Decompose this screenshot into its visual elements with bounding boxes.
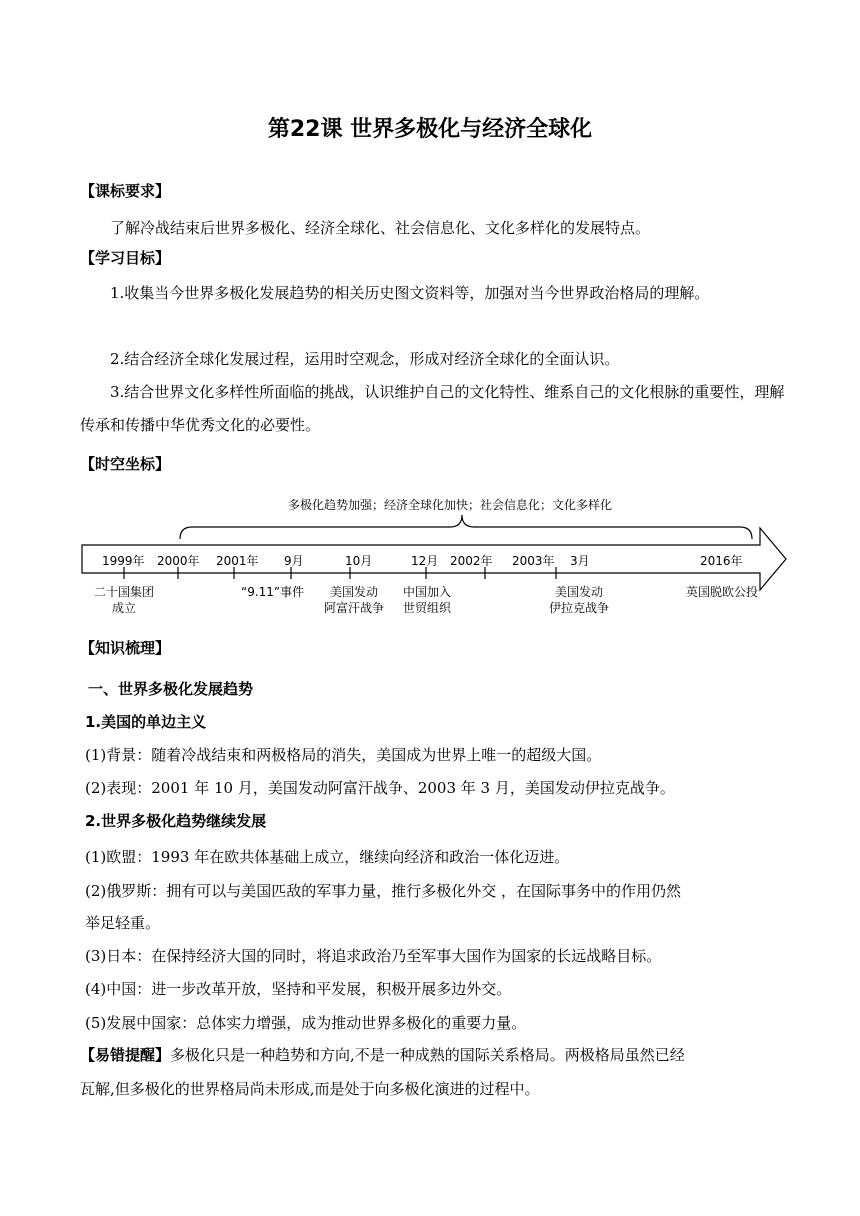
event-afghanistan-line1: 美国发动: [329, 585, 378, 599]
heading-unilateral: 1.美国的单边主义: [85, 713, 207, 731]
event-g20-line1: 二十国集团: [93, 585, 154, 599]
tip-line-1: [80, 1044, 685, 1065]
para-japan: (3)日本：在保持经济大国的同时，将追求政治乃至军事大国作为国家的长远战略目标。: [85, 947, 662, 965]
kebiao-text: 了解冷战结束后世界多极化、经济全球化、社会信息化、文化多样化的发展特点。: [110, 219, 651, 237]
tick-1999: 1999年: [102, 554, 145, 568]
para-developing: (5)发展中国家：总体实力增强，成为推动世界多极化的重要力量。: [85, 1014, 527, 1032]
tick-2000: 2000年: [157, 554, 200, 568]
heading-trend: 2.世界多极化趋势继续发展: [85, 812, 267, 830]
event-g20: [84, 584, 164, 616]
para-background: (1)背景：随着冷战结束和两极格局的消失，美国成为世界上唯一的超级大国。: [85, 746, 602, 764]
section-heading-shikong: 【时空坐标】: [80, 455, 171, 473]
para-performance: (2)表现：2001 年 10 月，美国发动阿富汗战争、2003 年 3 月，美国发动伊拉克战争。: [85, 779, 675, 797]
event-wto-line1: 中国加入: [402, 585, 451, 599]
goal-2: 2.结合经济全球化发展过程，运用时空观念，形成对经济全球化的全面认识。: [110, 350, 620, 368]
event-iraq-line1: 美国发动: [554, 585, 603, 599]
tick-oct: 10月: [345, 554, 373, 568]
tick-2002: 2002年: [450, 554, 493, 568]
page-title: 第22课 世界多极化与经济全球化: [267, 117, 593, 142]
event-911: “9.11”事件: [241, 585, 305, 599]
event-afghanistan-line2: 阿富汗战争: [323, 601, 384, 615]
event-brexit: 英国脱欧公投: [685, 585, 758, 599]
tip-text-1: 多极化只是一种趋势和方向,不是一种成熟的国际关系格局。两极格局虽然已经: [170, 1046, 685, 1064]
para-china: (4)中国：进一步改革开放，坚持和平发展，积极开展多边外交。: [85, 980, 512, 998]
tip-label: 【易错提醒】: [80, 1046, 171, 1064]
para-russia: (2)俄罗斯：拥有可以与美国匹敌的军事力量，推行多极化外交 ，在国际事务中的作用仍然: [85, 882, 682, 900]
goal-3: 3.结合世界文化多样性所面临的挑战，认识维护自己的文化特性、维系自己的文化根脉的重要性，理解传承和传播中华优秀文化的必要性。: [80, 383, 785, 434]
para-eu: (1)欧盟：1993 年在欧共体基础上成立，继续向经济和政治一体化迈进。: [85, 848, 570, 866]
tick-2016: 2016年: [700, 554, 743, 568]
heading-multipolar: 一、世界多极化发展趋势: [88, 680, 254, 698]
tick-2001: 2001年: [216, 554, 259, 568]
event-afghanistan: [314, 584, 394, 616]
event-iraq-line2: 伊拉克战争: [548, 601, 609, 615]
para-russia-cont: 举足轻重。: [85, 914, 161, 932]
event-wto-line2: 世贸组织: [402, 601, 451, 615]
event-wto: [387, 584, 467, 616]
tick-2003: 2003年: [512, 554, 555, 568]
goal-1: 1.收集当今世界多极化发展趋势的相关历史图文资料等，加强对当今世界政治格局的理解。: [110, 284, 710, 302]
section-heading-kebiao: 【课标要求】: [80, 182, 171, 200]
tick-mar: 3月: [570, 554, 590, 568]
timeline-brace: [180, 515, 752, 539]
tick-sep: 9月: [284, 554, 304, 568]
tick-dec: 12月: [411, 554, 439, 568]
event-iraq: [539, 584, 619, 616]
section-heading-zhishi: 【知识梳理】: [80, 639, 171, 657]
tip-text-2: 瓦解,但多极化的世界格局尚未形成,而是处于向多极化演进的过程中。: [80, 1080, 540, 1098]
section-heading-xuexi: 【学习目标】: [80, 249, 171, 267]
event-g20-line2: 成立: [111, 601, 136, 615]
timeline-brace-label: 多极化趋势加强；经济全球化加快；社会信息化；文化多样化: [287, 498, 612, 512]
